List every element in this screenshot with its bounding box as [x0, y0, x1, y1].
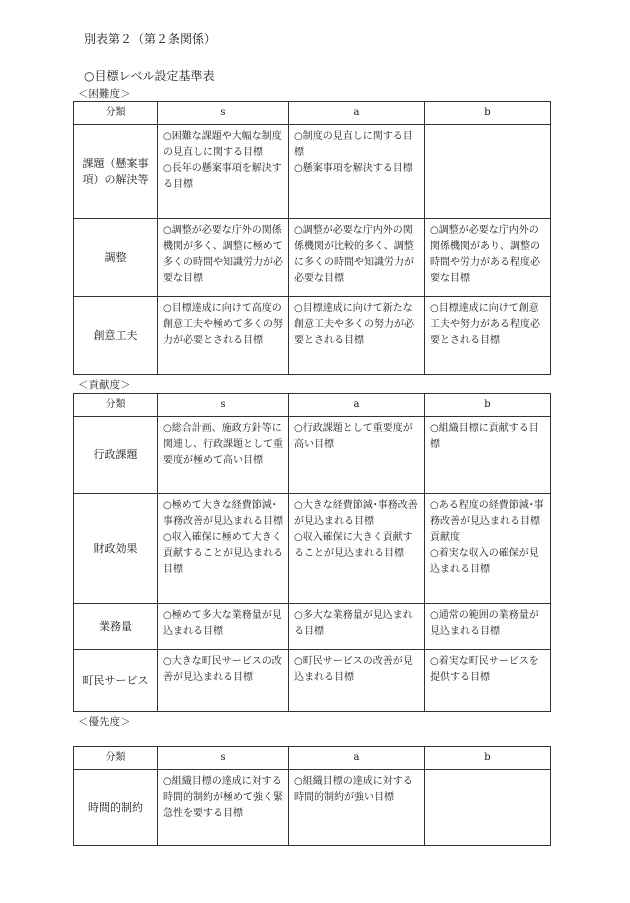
row-category: 財政効果	[74, 494, 158, 604]
header-a: a	[289, 394, 425, 417]
cell-a: ○町民サービスの改善が見込まれる目標	[289, 650, 425, 712]
row-category: 町民サービス	[74, 650, 158, 712]
cell-s: ○組織目標の達成に対する時間的制約が極めて強く緊急性を要する目標	[158, 770, 289, 846]
header-category: 分類	[74, 747, 158, 770]
cell-b: ○組織目標に貢献する目標	[425, 417, 551, 494]
cell-s: ○極めて多大な業務量が見込まれる目標	[158, 604, 289, 650]
table-row	[74, 604, 551, 650]
contribution-label: ＜貢献度＞	[78, 379, 131, 391]
cell-a: ○調整が必要な庁内外の関係機関が比較的多く、調整に多くの時間や知識労力が必要な目標	[289, 219, 425, 297]
table-header-row	[74, 394, 551, 417]
contribution-table	[73, 393, 551, 712]
table-row	[74, 770, 551, 846]
cell-b	[425, 125, 551, 219]
header-a: a	[289, 747, 425, 770]
header-b: b	[425, 394, 551, 417]
row-category: 業務量	[74, 604, 158, 650]
cell-s: ○困難な課題や大幅な制度の見直しに関する目標 ○長年の懸案事項を解決する目標	[158, 125, 289, 219]
difficulty-label: ＜困難度＞	[78, 88, 131, 100]
header-s: s	[158, 747, 289, 770]
row-category: 調整	[74, 219, 158, 297]
cell-a: ○目標達成に向けて新たな創意工夫や多くの努力が必要とされる目標	[289, 297, 425, 375]
table-row	[74, 125, 551, 219]
header-a: a	[289, 102, 425, 125]
table-row	[74, 297, 551, 375]
cell-s: ○総合計画、施政方針等に関連し、行政課題として重要度が極めて高い目標	[158, 417, 289, 494]
cell-b	[425, 770, 551, 846]
table-row	[74, 219, 551, 297]
header-b: b	[425, 747, 551, 770]
cell-s: ○調整が必要な庁外の関係機関が多く、調整に極めて多くの時間や知識労力が必要な目標	[158, 219, 289, 297]
cell-a: ○行政課題として重要度が高い目標	[289, 417, 425, 494]
cell-b: ○調整が必要な庁内外の関係機関があり、調整の時間や労力がある程度必要な目標	[425, 219, 551, 297]
cell-a: ○多大な業務量が見込まれる目標	[289, 604, 425, 650]
row-category: 課題（懸案事項）の解決等	[74, 125, 158, 219]
header-category: 分類	[74, 394, 158, 417]
priority-label: ＜優先度＞	[78, 716, 131, 728]
priority-table	[73, 746, 551, 846]
table-row	[74, 650, 551, 712]
cell-b: ○ある程度の経費節減･事務改善が見込まれる目標貢献度 ○着実な収入の確保が見込まれる目標	[425, 494, 551, 604]
cell-a: ○組織目標の達成に対する時間的制約が強い目標	[289, 770, 425, 846]
header-s: s	[158, 394, 289, 417]
cell-s: ○目標達成に向けて高度の創意工夫や極めて多くの努力が必要とされる目標	[158, 297, 289, 375]
header-category: 分類	[74, 102, 158, 125]
table-header-row	[74, 747, 551, 770]
cell-a: ○制度の見直しに関する目標 ○懸案事項を解決する目標	[289, 125, 425, 219]
cell-b: ○着実な町民サービスを提供する目標	[425, 650, 551, 712]
cell-s: ○大きな町民サービスの改善が見込まれる目標	[158, 650, 289, 712]
row-category: 時間的制約	[74, 770, 158, 846]
table-header-row	[74, 102, 551, 125]
page-title: 別表第２（第２条関係）	[84, 32, 217, 46]
row-category: 行政課題	[74, 417, 158, 494]
table-row	[74, 417, 551, 494]
header-b: b	[425, 102, 551, 125]
table-row	[74, 494, 551, 604]
difficulty-table	[73, 101, 551, 375]
section-title: ○目標レベル設定基準表	[84, 69, 215, 83]
header-s: s	[158, 102, 289, 125]
cell-b: ○目標達成に向けて創意工夫や努力がある程度必要とされる目標	[425, 297, 551, 375]
row-category: 創意工夫	[74, 297, 158, 375]
cell-b: ○通常の範囲の業務量が見込まれる目標	[425, 604, 551, 650]
cell-s: ○極めて大きな経費節減･事務改善が見込まれる目標 ○収入確保に極めて大きく貢献することが見込まれる目標	[158, 494, 289, 604]
cell-a: ○大きな経費節減･事務改善が見込まれる目標 ○収入確保に大きく貢献することが見込まれる目標	[289, 494, 425, 604]
